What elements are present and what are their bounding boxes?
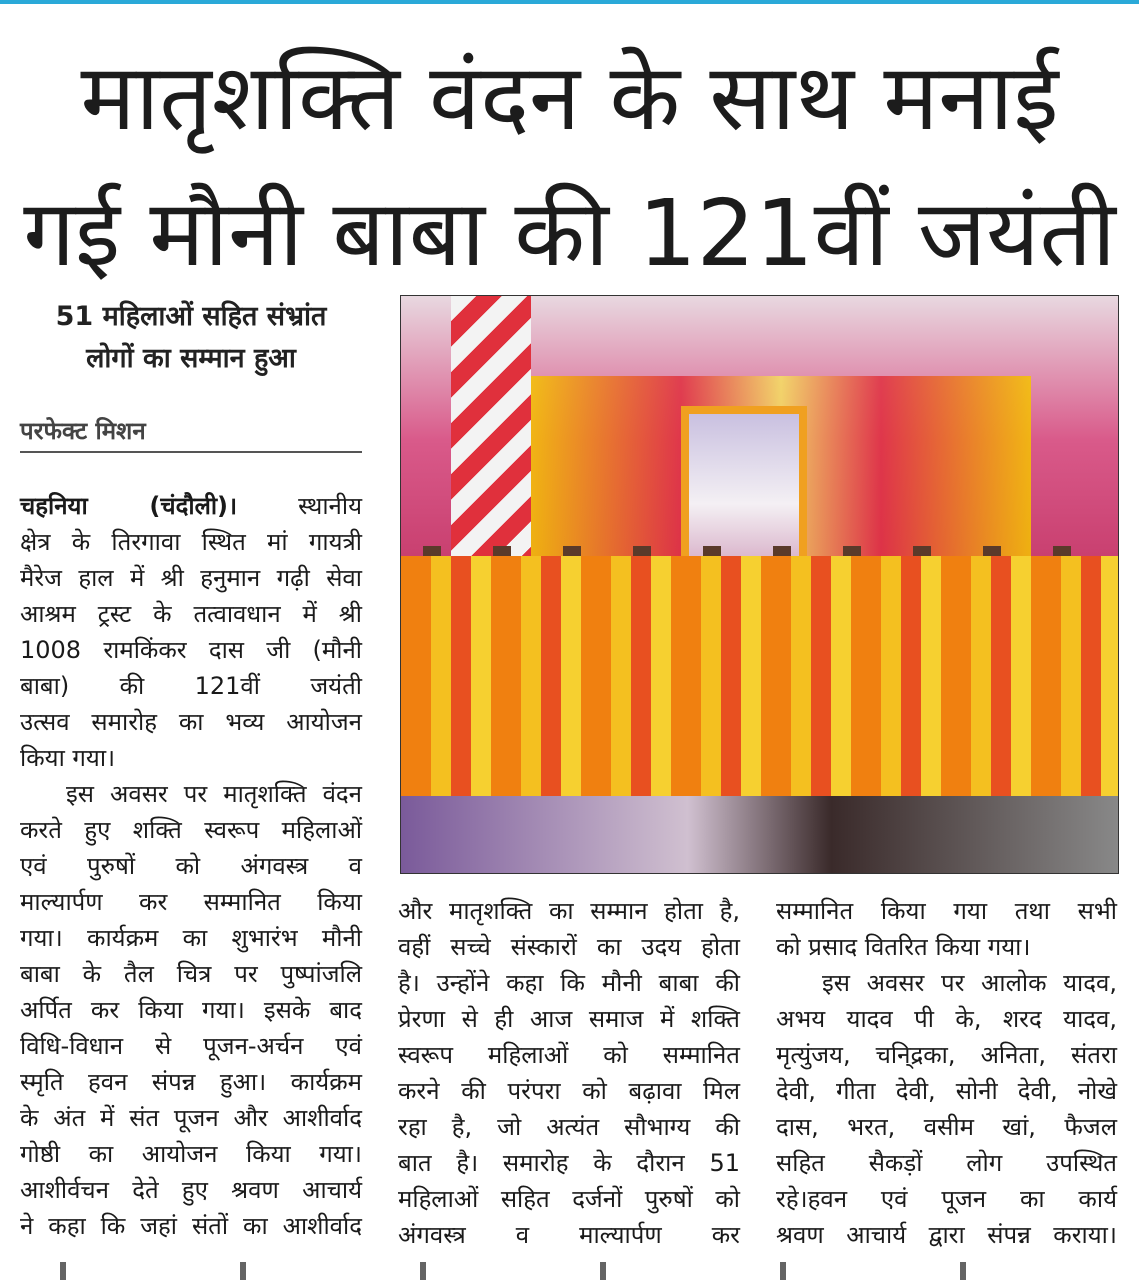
article-text: सम्मानित किया गया तथा सभी	[776, 897, 1117, 925]
article-column-2	[398, 893, 740, 1253]
article-text: बाबा के तैल चित्र पर पुष्पांजलि	[20, 960, 362, 988]
article-text: है। उन्होंने कहा कि मौनी बाबा की	[398, 969, 740, 997]
article-text: मैरेज हाल में श्री हनुमान गढ़ी सेवा	[20, 564, 362, 592]
article-text: सहित सैकड़ों लोग उपस्थित	[776, 1149, 1117, 1177]
article-line	[776, 1037, 1117, 1073]
article-line	[776, 1217, 1117, 1253]
article-line	[20, 1208, 362, 1244]
article-line	[398, 1073, 740, 1109]
article-line	[776, 1073, 1117, 1109]
article-line	[20, 1136, 362, 1172]
article-text: अभय यादव पी के, शरद यादव,	[776, 1005, 1117, 1033]
article-line	[398, 1217, 740, 1253]
article-line	[398, 1001, 740, 1037]
article-line	[776, 965, 1117, 1001]
article-line	[20, 1064, 362, 1100]
article-text: अर्पित कर किया गया। इसके बाद	[20, 996, 362, 1024]
women-in-orange-scarves	[401, 556, 1118, 816]
byline: परफेक्ट मिशन	[20, 417, 146, 445]
article-text: करते हुए शक्ति स्वरूप महिलाओं	[20, 816, 362, 844]
event-photo	[400, 295, 1119, 874]
byline-rule	[20, 451, 362, 453]
article-text: इस अवसर पर आलोक यादव,	[822, 969, 1117, 997]
article-line	[20, 524, 362, 560]
article-line	[20, 992, 362, 1028]
article-text: दास, भरत, वसीम खां, फैजल	[776, 1113, 1117, 1141]
article-line	[20, 956, 362, 992]
article-line	[20, 1100, 362, 1136]
article-line	[776, 1109, 1117, 1145]
headline-line-1: मातृशक्ति वंदन के साथ मनाई	[80, 44, 1059, 151]
article-column-3	[776, 893, 1117, 1253]
article-line	[776, 1181, 1117, 1217]
next-article-cut-off-text	[0, 1262, 1139, 1280]
article-line	[398, 893, 740, 929]
article-text: मृत्युंजय, चनि्द्रका, अनिता, संतरा	[776, 1041, 1117, 1069]
dateline: चहनिया (चंदौली)।	[20, 492, 238, 520]
article-line	[20, 920, 362, 956]
article-text: स्मृति हवन संपन्न हुआ। कार्यक्रम	[20, 1068, 362, 1096]
headline-line-2: गई मौनी बाबा की 121वीं जयंती	[23, 180, 1116, 287]
article-text: 1008 रामकिंकर दास जी (मौनी	[20, 636, 362, 664]
article-line	[398, 1145, 740, 1181]
article-text: और मातृशक्ति का सम्मान होता है,	[398, 897, 740, 925]
article-line	[20, 812, 362, 848]
article-line	[20, 776, 362, 812]
subheadline-line: लोगों का सम्मान हुआ	[86, 343, 296, 374]
article-text: देवी, गीता देवी, सोनी देवी, नोखे	[776, 1077, 1117, 1105]
article-line	[20, 560, 362, 596]
article-text: आश्रम ट्रस्ट के तत्वावधान में श्री	[20, 600, 362, 628]
floor-foreground	[401, 796, 1118, 873]
article-text: वहीं सच्चे संस्कारों का उदय होता	[398, 933, 740, 961]
article-line	[398, 1037, 740, 1073]
article-line	[776, 893, 1117, 929]
article-line	[20, 596, 362, 632]
article-line	[398, 965, 740, 1001]
article-text: करने की परंपरा को बढ़ावा मिल	[398, 1077, 740, 1105]
article-line	[776, 1145, 1117, 1181]
article-line	[20, 632, 362, 668]
article-line	[20, 704, 362, 740]
article-text: गोष्ठी का आयोजन किया गया।	[20, 1140, 362, 1168]
article-line	[20, 740, 362, 776]
article-text: स्वरूप महिलाओं को सम्मानित	[398, 1041, 740, 1069]
article-text: माल्यार्पण कर सम्मानित किया	[20, 888, 362, 916]
article-line	[20, 488, 362, 524]
article-line	[20, 884, 362, 920]
article-line	[20, 1028, 362, 1064]
article-line	[398, 929, 740, 965]
article-text: इस अवसर पर मातृशक्ति वंदन	[66, 780, 362, 808]
article-text: क्षेत्र के तिरगावा स्थित मां गायत्री	[20, 528, 362, 556]
article-text: अंगवस्त्र व माल्यार्पण कर	[398, 1221, 740, 1249]
article-text: के अंत में संत पूजन और आशीर्वाद	[20, 1104, 362, 1132]
article-text: उत्सव समारोह का भव्य आयोजन	[20, 708, 362, 736]
article-text: को प्रसाद वितरित किया गया।	[776, 933, 1031, 961]
article-line	[20, 848, 362, 884]
article-text: रहा है, जो अत्यंत सौभाग्य की	[398, 1113, 740, 1141]
article-text: स्थानीय	[237, 492, 363, 520]
article-text: बात है। समारोह के दौरान 51	[398, 1149, 740, 1177]
article-text: रहे।हवन एवं पूजन का कार्य	[776, 1185, 1117, 1213]
article-text: ने कहा कि जहां संतों का आशीर्वाद	[20, 1212, 362, 1240]
article-line	[20, 1172, 362, 1208]
article-text: किया गया।	[20, 744, 116, 772]
article-text: श्रवण आचार्य द्वारा संपन्न कराया।	[776, 1221, 1117, 1249]
top-border	[0, 0, 1139, 4]
article-line	[776, 929, 1117, 965]
subheadline	[20, 296, 362, 380]
article-line	[398, 1181, 740, 1217]
article-text: महिलाओं सहित दर्जनों पुरुषों को	[398, 1185, 740, 1213]
article-text: गया। कार्यक्रम का शुभारंभ मौनी	[20, 924, 362, 952]
article-line	[20, 668, 362, 704]
article-column-1	[20, 488, 362, 1244]
article-text: बाबा) की 121वीं जयंती	[20, 672, 362, 700]
article-line	[398, 1109, 740, 1145]
article-text: विधि-विधान से पूजन-अर्चन एवं	[20, 1032, 362, 1060]
article-text: एवं पुरुषों को अंगवस्त्र व	[20, 852, 362, 880]
article-line	[776, 1001, 1117, 1037]
article-text: आशीर्वचन देते हुए श्रवण आचार्य	[20, 1176, 362, 1204]
subheadline-line: 51 महिलाओं सहित संभ्रांत	[55, 301, 327, 332]
article-text: प्रेरणा से ही आज समाज में शक्ति	[398, 1005, 740, 1033]
